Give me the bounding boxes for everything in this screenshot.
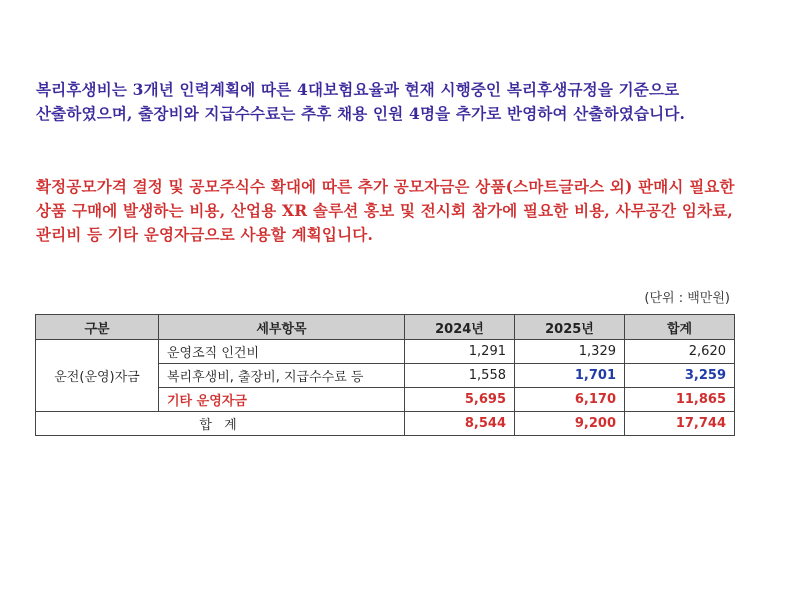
value-2024: 1,558	[405, 364, 515, 388]
value-2025: 1,701	[515, 364, 625, 388]
total-label: 합 계	[36, 412, 405, 436]
header-2024: 2024년	[405, 315, 515, 340]
total-2024: 8,544	[405, 412, 515, 436]
value-total: 2,620	[625, 340, 735, 364]
funding-note-welfare: 복리후생비는 3개년 인력계획에 따른 4대보험요율과 현재 시행중인 복리후생규정을 기준으로 산출하였으며, 출장비와 지급수수료는 추후 채용 인원 4명을 추가로 반영하여 산출하였습니다.	[36, 80, 686, 123]
value-total: 3,259	[625, 364, 735, 388]
total-sum: 17,744	[625, 412, 735, 436]
header-2025: 2025년	[515, 315, 625, 340]
header-total: 합계	[625, 315, 735, 340]
table-row	[36, 340, 735, 364]
value-2025: 1,329	[515, 340, 625, 364]
category-cell: 운전(운영)자금	[36, 340, 159, 412]
header-item: 세부항목	[159, 315, 405, 340]
item-cell: 기타 운영자금	[159, 388, 405, 412]
operating-funds-table	[35, 314, 735, 436]
table-total-row	[36, 412, 735, 436]
unit-label: (단위 : 백만원)	[644, 291, 730, 306]
value-2024: 1,291	[405, 340, 515, 364]
funding-note-additional: 확정공모가격 결정 및 공모주식수 확대에 따른 추가 공모자금은 상품(스마트글라스 외) 판매시 필요한 상품 구매에 발생하는 비용, 산업용 XR 솔루션 홍보 및 전시회 참가에 필요한 비용, 사무공간 임차료, 관리비 등 기타 운영자금으로 사용할 계획입니다.	[36, 177, 735, 244]
item-cell: 복리후생비, 출장비, 지급수수료 등	[159, 364, 405, 388]
table-header-row	[36, 315, 735, 340]
header-category: 구분	[36, 315, 159, 340]
value-total: 11,865	[625, 388, 735, 412]
value-2025: 6,170	[515, 388, 625, 412]
value-2024: 5,695	[405, 388, 515, 412]
total-2025: 9,200	[515, 412, 625, 436]
item-cell: 운영조직 인건비	[159, 340, 405, 364]
